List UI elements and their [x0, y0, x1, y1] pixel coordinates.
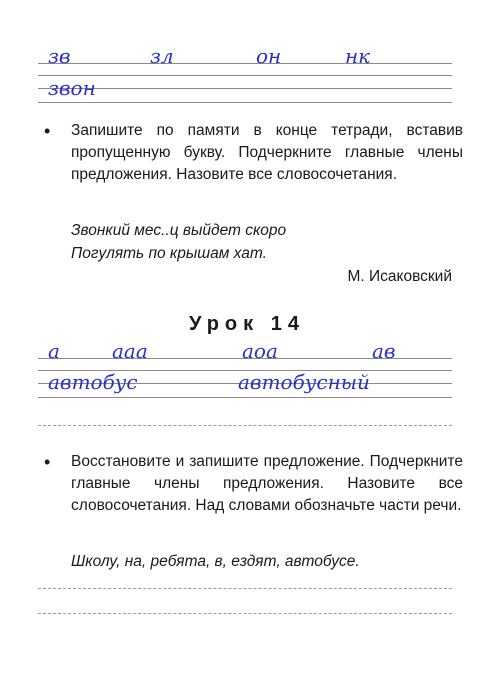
poem-author: М. Исаковский: [347, 268, 452, 285]
copybook-word: автобус: [48, 370, 138, 394]
ruling-line: [38, 397, 452, 398]
ruling-line: [38, 613, 452, 614]
copybook-ruling-top: [38, 50, 452, 110]
scrambled-sentence: Школу, на, ребята, в, ездят, автобусе.: [71, 553, 360, 570]
poem-line: Погулять по крышам хат.: [71, 245, 267, 262]
writing-lines-bottom: [38, 588, 452, 628]
task-bullet: •: [44, 452, 51, 472]
ruling-line: [38, 102, 452, 103]
poem-line: Звонкий мес..ц выйдет скоро: [71, 222, 287, 239]
copybook-letters: он: [256, 44, 282, 68]
ruling-line: [38, 88, 452, 89]
task-instructions: Запишите по памяти в конце тетради, вставив пропущенную букву. Подчеркните главные члены предложения. Назовите все словосочетания.: [71, 122, 463, 183]
copybook-letters: нк: [345, 44, 371, 68]
copybook-letters: ав: [372, 339, 396, 363]
ruling-line: [38, 75, 452, 76]
copybook-letters: аоа: [242, 339, 278, 363]
copybook-letters: зв: [48, 44, 71, 68]
ruling-line: [38, 425, 452, 426]
copybook-letters: зл: [150, 44, 174, 68]
task-instructions: Восстановите и запишите предложение. Подчеркните главные члены предложения. Назовите все словосочетания. Над словами обозначьте части речи.: [71, 453, 463, 514]
copybook-letters: ааа: [112, 339, 148, 363]
ruling-line: [38, 588, 452, 589]
copybook-word: автобусный: [238, 370, 370, 394]
copybook-word: звон: [48, 76, 96, 100]
copybook-letters: а: [48, 339, 60, 363]
lesson-title: Урок 14: [189, 313, 305, 335]
task-bullet: •: [44, 121, 51, 141]
ruling-line: [38, 63, 452, 64]
